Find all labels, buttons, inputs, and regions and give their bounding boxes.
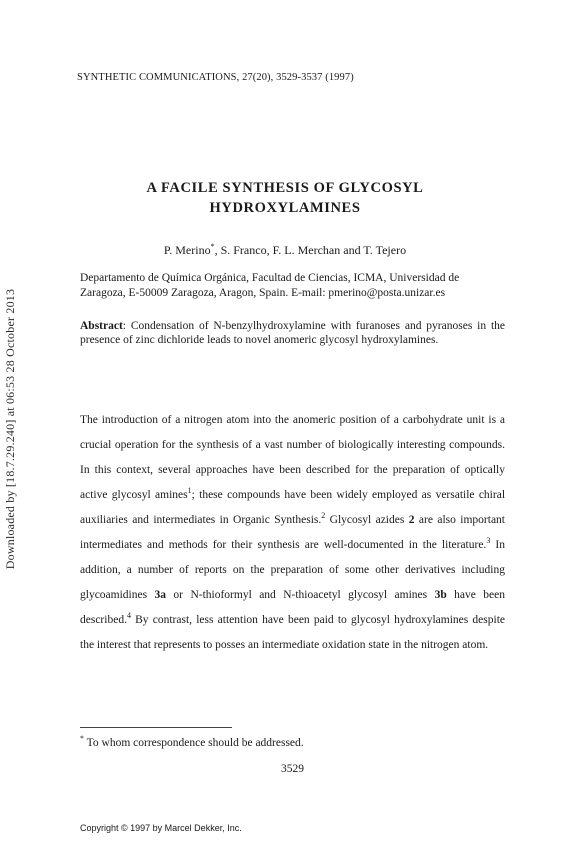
abstract-text: : Condensation of N-benzylhydroxylamine with furanoses and pyranoses in the presence of zinc dichloride leads to novel anomeric glycosyl hydroxylamines.	[80, 320, 505, 346]
page-number: 3529	[281, 763, 304, 775]
body-paragraph	[80, 408, 505, 658]
reference-mark: 1	[187, 486, 192, 496]
corresponding-author: P. Merino	[163, 243, 211, 257]
co-authors: , S. Franco, F. L. Merchan and T. Tejero	[214, 243, 407, 257]
compound-number: 3b	[434, 589, 447, 601]
author-list	[80, 243, 490, 258]
body-text-segment: or N-thioformyl and N-thioacetyl glycosyl amines	[166, 589, 435, 601]
affiliation	[80, 271, 520, 301]
affiliation-line-1: Departamento de Química Orgánica, Facultad de Ciencias, ICMA, Universidad de	[80, 272, 460, 284]
body-text-segment: are also important intermediates and methods for their synthesis are well-documented in the literature.	[80, 514, 506, 551]
compound-number: 3a	[154, 589, 166, 601]
body-text-segment: By contrast, less attention have been paid to glycosyl hydroxylamines despite the interest that represents to posses an intermediate oxidation state in the nitrogen atom.	[80, 614, 505, 651]
title-line-2: HYDROXYLAMINES	[209, 200, 361, 216]
footnote-divider	[80, 727, 232, 728]
journal-header: SYNTHETIC COMMUNICATIONS, 27(20), 3529-3537 (1997)	[77, 72, 354, 83]
abstract-label: Abstract	[80, 320, 123, 332]
download-watermark: Downloaded by [18.7.29.240] at 06:53 28 October 2013	[3, 288, 17, 570]
copyright-notice: Copyright © 1997 by Marcel Dekker, Inc.	[80, 823, 242, 833]
title-line-1: A FACILE SYNTHESIS OF GLYCOSYL	[146, 180, 424, 196]
body-text-segment: Glycosyl azides	[325, 514, 409, 526]
reference-mark: 2	[321, 511, 326, 521]
body-text-segment: ; these compounds have been widely employed as versatile chiral auxiliaries and intermediates in Organic Synthesis.	[80, 489, 506, 526]
body-text-segment: have been described.	[80, 589, 505, 626]
corresponding-mark: *	[210, 242, 215, 251]
footnote-mark: *	[80, 734, 84, 744]
reference-mark: 3	[486, 536, 491, 546]
body-text-segment: In addition, a number of reports on the preparation of some other derivatives including glycoamidines	[80, 539, 505, 601]
footnote-text: To whom correspondence should be addressed.	[84, 737, 304, 749]
reference-mark: 4	[126, 611, 131, 621]
article-title	[80, 178, 490, 218]
footnote	[80, 734, 304, 749]
affiliation-line-2: Zaragoza, E-50009 Zaragoza, Aragon, Spain. E-mail: pmerino@posta.unizar.es	[80, 287, 446, 299]
body-text-segment: The introduction of a nitrogen atom into the anomeric position of a carbohydrate unit is a crucial operation for the synthesis of a vast number of biologically interesting compounds. In this context, several approaches have been described for the preparation of optically active glycosyl amines	[80, 414, 505, 501]
abstract	[80, 320, 505, 347]
compound-number: 2	[408, 514, 415, 526]
